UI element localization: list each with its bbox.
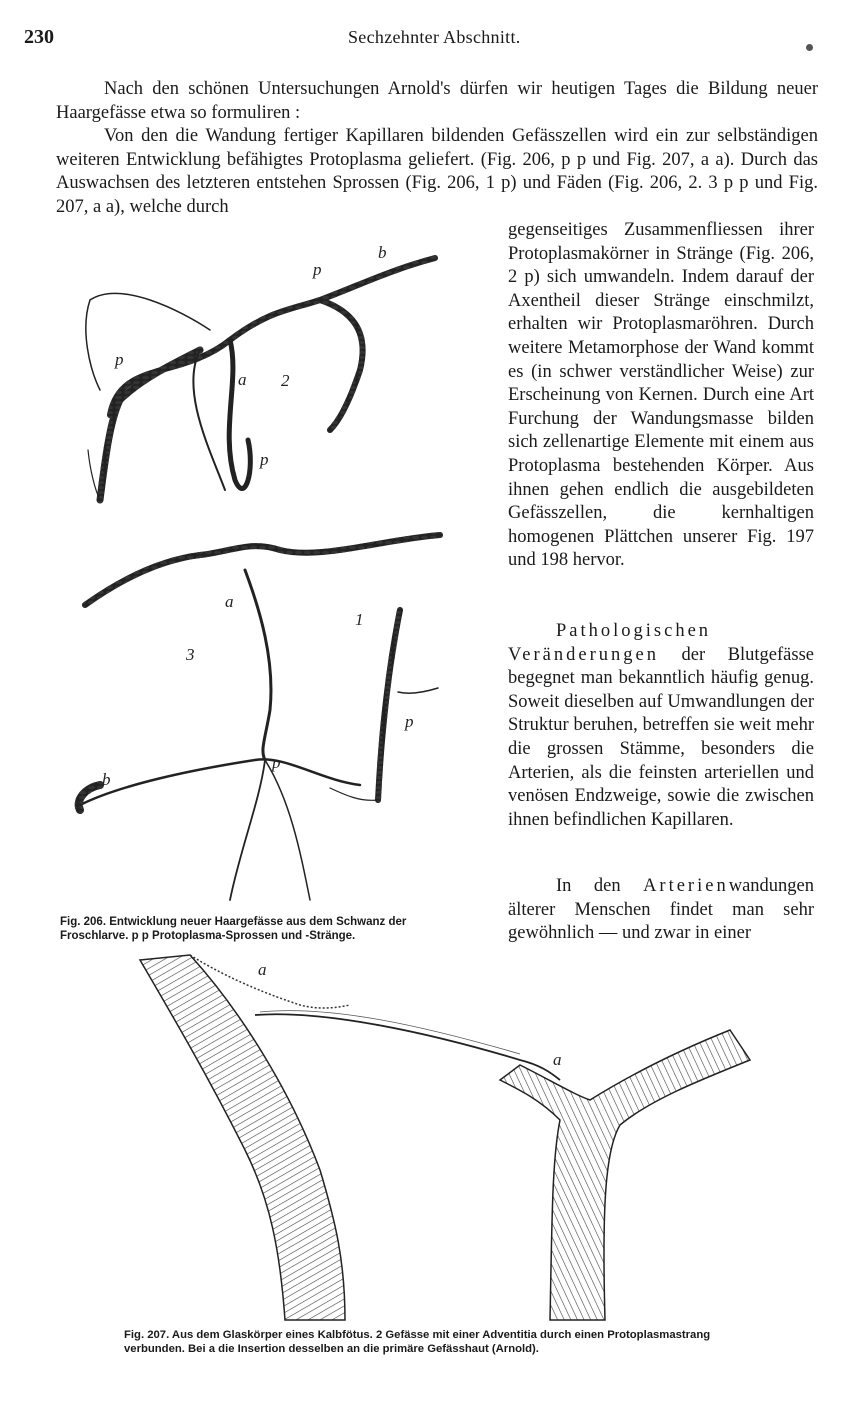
label-a-left: a [258, 960, 267, 979]
figure-207-caption: Fig. 207. Aus dem Glaskörper eines Kalbfötus. 2 Gefässe mit einer Adventitia durch einen Protoplasmastrang verbunden. Bei a die Insertion desselben an die primäre Gefässhaut (Arnold). [124, 1329, 711, 1355]
figure-206-caption: Fig. 206. Entwicklung neuer Haargefässe aus dem Schwanz der Froschlarve. p p Protoplasma-Sprossen und -Stränge. [60, 916, 407, 942]
paragraph-4-lead: In den [556, 876, 621, 896]
ink-spot [806, 44, 813, 51]
label-a-right: a [553, 1050, 562, 1069]
spaced-term: Pathologischen Veränderungen [508, 621, 712, 665]
label-p-5: p [272, 753, 281, 772]
label-2: 2 [281, 371, 290, 390]
label-p-3: p [260, 450, 269, 469]
label-p-2: p [115, 350, 124, 369]
label-a-1: a [238, 370, 247, 389]
figure-206-illustration [60, 240, 500, 905]
label-p-1: p [313, 260, 322, 279]
paragraph-3 [508, 620, 814, 832]
figure-207-illustration [120, 950, 760, 1322]
paragraph-4 [508, 875, 814, 946]
label-1: 1 [355, 610, 364, 629]
running-title: Sechzehnter Abschnitt. [348, 27, 521, 47]
paragraph-4-text: wandungen älterer Menschen findet man sehr gewöhnlich — und zwar in einer [508, 876, 814, 944]
label-p-4: p [405, 712, 414, 731]
label-3: 3 [186, 645, 195, 664]
spaced-term-arterien: Arterien [643, 876, 729, 896]
label-a-2: a [225, 592, 234, 611]
paragraph-2: Von den die Wandung fertiger Kapillaren bildenden Gefässzellen wird ein zur selbständigen weiteren Entwicklung befähigtes Protoplasma geliefert. (Fig. 206, p p und Fig. 207, a a). Durch das Auswachsen des letzteren entstehen Sprossen (Fig. 206, 1 p) und Fäden (Fig. 206, 2. 3 p p und Fig. 207, a a), welche durch [56, 126, 818, 217]
page-number: 230 [24, 26, 54, 48]
label-b-1: b [378, 243, 387, 262]
paragraph-2-column: gegenseitiges Zusammenfliessen ihrer Protoplasmakörner in Stränge (Fig. 206, 2 p) sich umwandeln. Indem darauf der Axentheil dieser Stränge einschmilzt, erhalten wir Protoplasmaröhren. Durch weitere Metamorphose der Wand kommt es (in schwer verständlicher Weise) zur Erscheinung von Kernen. Durch eine Art Furchung der Wandungsmasse bilden sich zellenartige Elemente mit einem aus Protoplasma bestehenden Körper. Aus ihnen gehen endlich die ausgebildeten Gefässzellen, die kernhaltigen homogenen Plättchen unserer Fig. 197 und 198 hervor. [508, 220, 814, 571]
label-b-2: b [102, 770, 111, 789]
paragraph-1: Nach den schönen Untersuchungen Arnold's dürfen wir heutigen Tages die Bildung neuer Haargefässe etwa so formuliren : [56, 79, 818, 123]
paragraph-3-text: der Blutgefässe begegnet man bekanntlich häufig genug. Soweit dieselben auf Umwandlungen der Struktur beruhen, betreffen sie weit mehr die grossen Stämme, besonders die Arterien, als die feinsten arteriellen und venösen Endzweige, sowie die zwischen ihnen befindlichen Kapillaren. [508, 644, 815, 830]
